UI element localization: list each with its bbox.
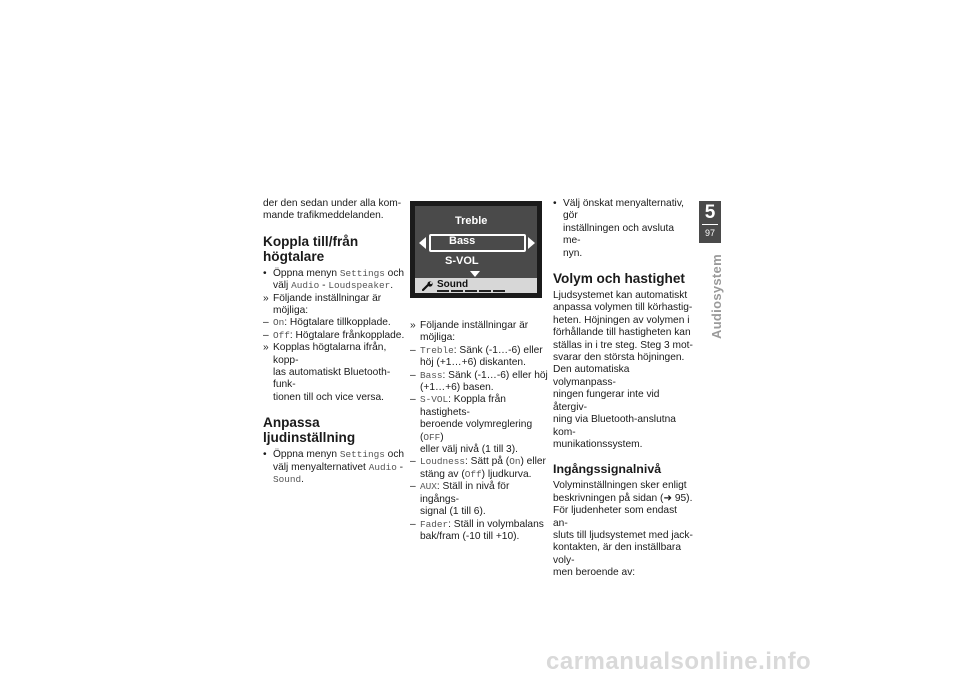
option-loudness: – Loudness: Sätt på (On) eller stäng av (Off) ljudkurva. — [410, 456, 546, 480]
bullet-open-settings-speakers: • Öppna menyn Settings och välj Audio - Loudspeaker. — [263, 267, 405, 292]
column-right — [553, 198, 693, 580]
result-arrow-icon: » — [263, 342, 269, 354]
chapter-title: Audiosystem — [709, 254, 724, 339]
dash-icon: – — [410, 344, 416, 356]
bullet-icon: • — [553, 198, 557, 209]
status-bar — [415, 278, 537, 293]
section-title-volume-speed: Volym och hastighet — [553, 271, 685, 287]
result-bluetooth: » Kopplas högtalarna ifrån, kopp- las automatiskt Bluetooth-funk- tionen till och vice versa. — [263, 342, 391, 403]
section-title-sound: Anpassa ljudinställning — [263, 415, 356, 446]
result-arrow-icon: » — [410, 320, 416, 331]
result-settings-possible: » Följande inställningar är möjliga: — [263, 292, 382, 317]
arrow-down-icon — [470, 271, 480, 277]
section-title-speakers: Koppla till/från högtalare — [263, 233, 359, 264]
arrow-left-icon — [419, 237, 426, 249]
level-dashes — [437, 290, 505, 292]
option-aux: – AUX: Ställ in nivå för ingångs- signal (1 till 6). — [410, 481, 510, 518]
dash-icon: – — [410, 518, 416, 530]
menu-item-svol: S-VOL — [445, 255, 479, 267]
menu-item-treble: Treble — [455, 215, 488, 227]
menu-item-bass: Bass — [449, 235, 476, 247]
option-svol: – S-VOL: Koppla från hastighets- beroende volymreglering (OFF) eller välj nivå (1 till 3). — [410, 394, 533, 456]
intro-text: der den sedan under alla kom- mande trafikmeddelanden. — [263, 198, 402, 222]
chapter-tab — [699, 201, 721, 243]
option-on: – On: Högtalare tillkopplade. — [263, 317, 391, 329]
volume-speed-text: Ljudsystemet kan automatiskt anpassa volymen till körhastig- heten. Höjningen av volymen i förhållande till hastigheten kan ställas in i tre steg. Steg 3 mot- svarar den största höjningen. Den automatiska volymanpass- ningen fungerar inte vid återgiv- ning via Bluetooth-anslutna kom- munikationssystem. — [553, 290, 693, 450]
page-reference[interactable]: 95 — [674, 492, 687, 504]
option-fader: – Fader: Ställ in volymbalans bak/fram (-10 till +10). — [410, 518, 544, 542]
arrow-right-icon — [528, 237, 535, 249]
input-level-text: Volyminställningen sker enligt beskrivningen på sidan (➜ 95). För ljudenheter som endast an- sluts till ljudsystemet med jack- kontakten, är den inställbara voly- men beroende av: — [553, 480, 693, 579]
page-number: 97 — [704, 228, 715, 238]
dash-icon: – — [263, 317, 269, 329]
audio-display-illustration — [410, 201, 542, 298]
option-off: – Off: Högtalare frånkopplade. — [263, 329, 405, 341]
section-title-input-level: Ingångssignalnivå — [553, 462, 662, 477]
display-panel — [415, 206, 537, 293]
result-arrow-icon: » — [263, 292, 269, 304]
bullet-icon: • — [263, 449, 267, 461]
selection-frame — [429, 234, 526, 252]
dash-icon: – — [410, 481, 416, 493]
dash-icon: – — [263, 329, 269, 341]
bullet-open-settings-sound: • Öppna menyn Settings och välj menyalternativet Audio - Sound. — [263, 449, 405, 486]
bullet-icon: • — [263, 267, 267, 279]
option-bass: – Bass: Sänk (-1…-6) eller höj (+1…+6) basen. — [410, 369, 548, 394]
watermark: carmanualsonline.info — [546, 648, 812, 675]
status-label: Sound — [437, 279, 469, 290]
bullet-select-option: • Välj önskat menyalternativ, gör inställningen och avsluta me- nyn. — [553, 198, 684, 259]
chapter-divider — [702, 224, 718, 225]
wrench-icon — [422, 281, 434, 291]
dash-icon: – — [410, 369, 416, 381]
chapter-number: 5 — [704, 202, 716, 223]
column-middle — [410, 320, 550, 543]
option-treble: – Treble: Sänk (-1…-6) eller höj (+1…+6) diskanten. — [410, 344, 543, 369]
page-ref-arrow-icon: ➜ — [663, 492, 672, 504]
dash-icon: – — [410, 456, 416, 468]
result-settings-possible: » Följande inställningar är möjliga: — [410, 320, 529, 344]
column-left — [263, 198, 408, 487]
dash-icon: – — [410, 394, 416, 406]
